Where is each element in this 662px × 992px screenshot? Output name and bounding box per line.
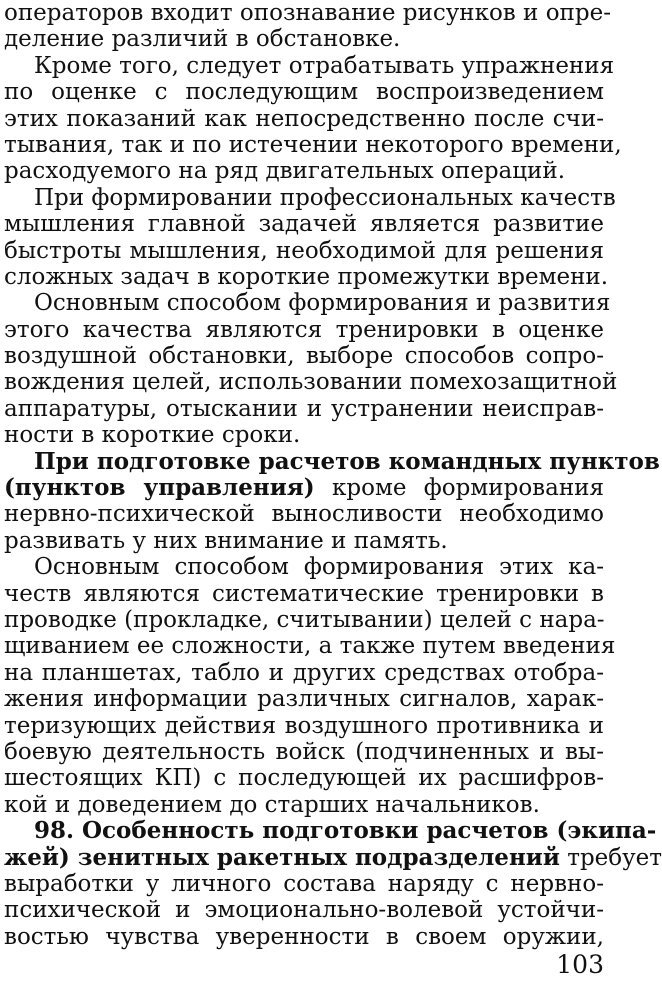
text-run: кроме формирования: [314, 475, 605, 502]
text-run: выработки у личного состава наряду с нервно-: [4, 870, 604, 897]
text-line: [4, 158, 604, 184]
paragraph: [4, 290, 618, 449]
text-line: [4, 422, 604, 448]
text-run: честв являются систематические тренировки в: [4, 580, 604, 607]
text-line: [4, 581, 604, 607]
text-line: [4, 633, 616, 660]
text-line: [4, 686, 604, 712]
paragraph: [4, 0, 611, 53]
text-line: [4, 238, 604, 264]
text-run: востью чувства уверенности в своем оружии,: [4, 923, 604, 950]
text-run: развивать у них внимание и память.: [4, 527, 448, 554]
text-run: воздушной обстановки, выборе способов сопро-: [4, 343, 604, 370]
text-run: щиванием ее сложности, а также путем введения: [4, 633, 616, 660]
text-run: Основным способом формирования и развития: [34, 290, 611, 317]
text-run: быстроты мышления, необходимой для решения: [4, 237, 604, 264]
paragraph: [4, 447, 660, 555]
text-line: [4, 554, 604, 580]
text-run: проводке (прокладке, считывании) целей с нара-: [4, 606, 605, 633]
text-line: [4, 660, 604, 686]
text-run: на планшетах, табло и других средствах отобра-: [4, 659, 604, 686]
text-run: кой и доведением до старших начальников.: [4, 791, 540, 818]
text-run: Кроме того, следует отрабатывать упражнения: [34, 52, 615, 79]
text-line: [4, 290, 611, 317]
text-line: [4, 396, 604, 422]
text-line: [4, 871, 604, 897]
text-run: боевую деятельность войск (подчиненных и вы-: [4, 738, 604, 765]
text-line: [4, 897, 604, 923]
text-run: требует: [559, 844, 662, 871]
text-run: психической и эмоционально-волевой устойчи-: [4, 897, 604, 924]
text-line: [4, 0, 611, 26]
text-line: [4, 131, 622, 158]
text-line: [4, 52, 615, 79]
text-run: теризующих действия воздушного противника и: [4, 712, 604, 739]
bold-text: При подготовке расчетов командных пунктов: [34, 447, 660, 475]
bold-text: жей) зенитных ракетных подразделений: [4, 843, 560, 871]
text-line: [4, 211, 604, 237]
text-line: [4, 475, 604, 501]
text-line: [4, 765, 604, 791]
text-line: [4, 843, 662, 871]
text-line: [4, 447, 660, 475]
text-run: жения информации различных сигналов, харак-: [4, 686, 604, 713]
page-text: [4, 0, 662, 950]
text-run: деление различий в обстановке.: [4, 26, 401, 53]
text-run: ности в короткие сроки.: [4, 422, 301, 449]
text-line: [4, 79, 604, 105]
paragraph: [4, 52, 622, 185]
text-line: [4, 263, 609, 290]
text-run: этих показаний как непосредственно после счи-: [4, 105, 604, 132]
text-run: При формировании профессиональных качеств: [34, 184, 616, 211]
text-line: [4, 528, 604, 554]
text-line: [4, 817, 657, 845]
text-run: сложных задач в короткие промежутки времени.: [4, 263, 609, 290]
bold-text: 98. Особенность подготовки расчетов (экипа-: [34, 817, 657, 845]
text-line: [4, 106, 604, 132]
text-line: [4, 607, 604, 633]
text-run: шестоящих КП) с последующей их расшифров-: [4, 765, 604, 792]
text-line: [4, 713, 604, 739]
text-line: [4, 369, 618, 396]
text-line: [4, 26, 604, 52]
text-run: тывания, так и по истечении некоторого времени,: [4, 131, 622, 158]
text-line: [4, 501, 604, 527]
text-run: по оценке с последующим воспроизведением: [4, 79, 604, 106]
text-run: аппаратуры, отыскании и устранении неиспрaв-: [4, 395, 604, 422]
paragraph: [4, 817, 662, 950]
text-run: этого качества являются тренировки в оценке: [4, 316, 604, 343]
text-line: [4, 739, 604, 765]
text-run: Основным способом формирования этих ка-: [34, 554, 604, 581]
text-line: [4, 792, 604, 818]
text-line: [4, 184, 616, 211]
paragraph: [4, 184, 616, 291]
paragraph: [4, 554, 616, 818]
bold-text: (пунктов управления): [4, 474, 315, 502]
text-line: [4, 924, 604, 950]
text-run: мышления главной задачей является развитие: [4, 211, 604, 238]
text-run: нервно-психической выносливости необходимо: [4, 501, 604, 528]
text-line: [4, 317, 604, 343]
page-number: 103: [556, 950, 604, 979]
text-run: расходуемого на ряд двигательных операций.: [4, 158, 566, 185]
text-line: [4, 343, 604, 369]
text-run: вождения целей, использовании помехозащитной: [4, 369, 618, 396]
text-run: операторов входит опознавание рисунков и опре-: [4, 0, 611, 26]
